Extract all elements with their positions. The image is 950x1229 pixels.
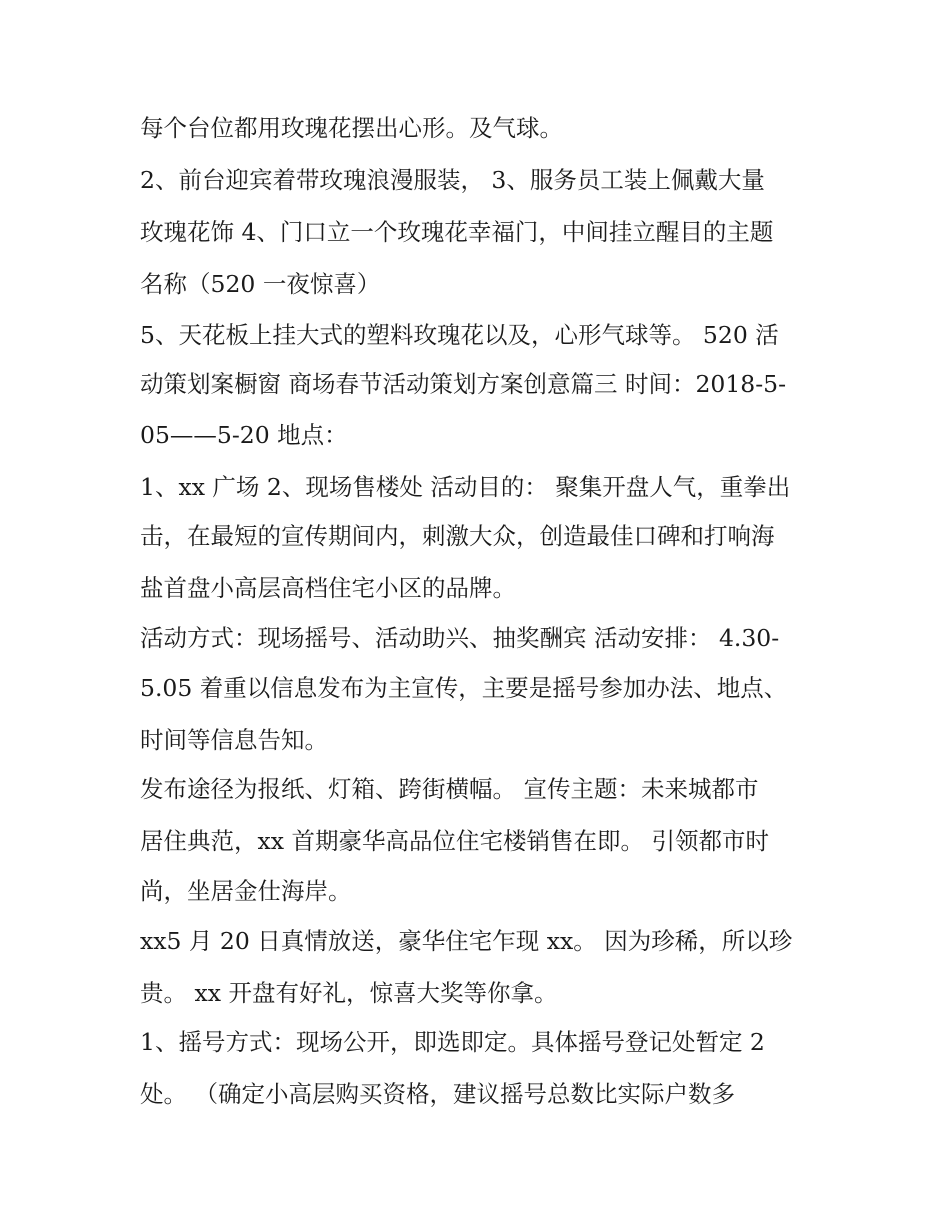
text-line: 名称（520 一夜惊喜）: [140, 270, 381, 298]
text-line: 05——5-20 地点：: [140, 421, 348, 449]
text-line: 盐首盘小高层高档住宅小区的品牌。: [140, 574, 516, 602]
text-line: 发布途径为报纸、灯箱、跨街横幅。 宣传主题：未来城都市: [140, 775, 759, 803]
text-line: 1、xx 广场 2、现场售楼处 活动目的： 聚集开盘人气，重拳出: [140, 473, 791, 501]
text-line: 活动方式：现场摇号、活动助兴、抽奖酬宾 活动安排： 4.30-: [140, 624, 780, 652]
text-line: 每个台位都用玫瑰花摆出心形。及气球。: [140, 114, 563, 142]
text-line: xx5 月 20 日真情放送，豪华住宅乍现 xx。 因为珍稀，所以珍: [140, 927, 793, 955]
text-line: 时间等信息告知。: [140, 726, 328, 754]
text-line: 2、前台迎宾着带玫瑰浪漫服装， 3、服务员工装上佩戴大量: [140, 166, 765, 194]
text-line: 贵。 xx 开盘有好礼，惊喜大奖等你拿。: [140, 979, 558, 1007]
text-line: 5.05 着重以信息发布为主宣传，主要是摇号参加办法、地点、: [140, 674, 788, 702]
text-line: 尚，坐居金仕海岸。: [140, 877, 352, 905]
text-line: 玫瑰花饰 4、门口立一个玫瑰花幸福门，中间挂立醒目的主题: [140, 218, 774, 246]
text-line: 居住典范，xx 首期豪华高品位住宅楼销售在即。 引领都市时: [140, 827, 769, 855]
text-line: 处。 （确定小高层购买资格，建议摇号总数比实际户数多: [140, 1080, 735, 1108]
text-line: 动策划案橱窗 商场春节活动策划方案创意篇三 时间：2018-5-: [140, 370, 787, 398]
text-line: 1、摇号方式：现场公开，即选即定。具体摇号登记处暂定 2: [140, 1028, 765, 1056]
text-line: 击，在最短的宣传期间内，刺激大众，创造最佳口碑和打响海: [140, 522, 775, 550]
text-line: 5、天花板上挂大式的塑料玫瑰花以及，心形气球等。 520 活: [140, 321, 779, 349]
